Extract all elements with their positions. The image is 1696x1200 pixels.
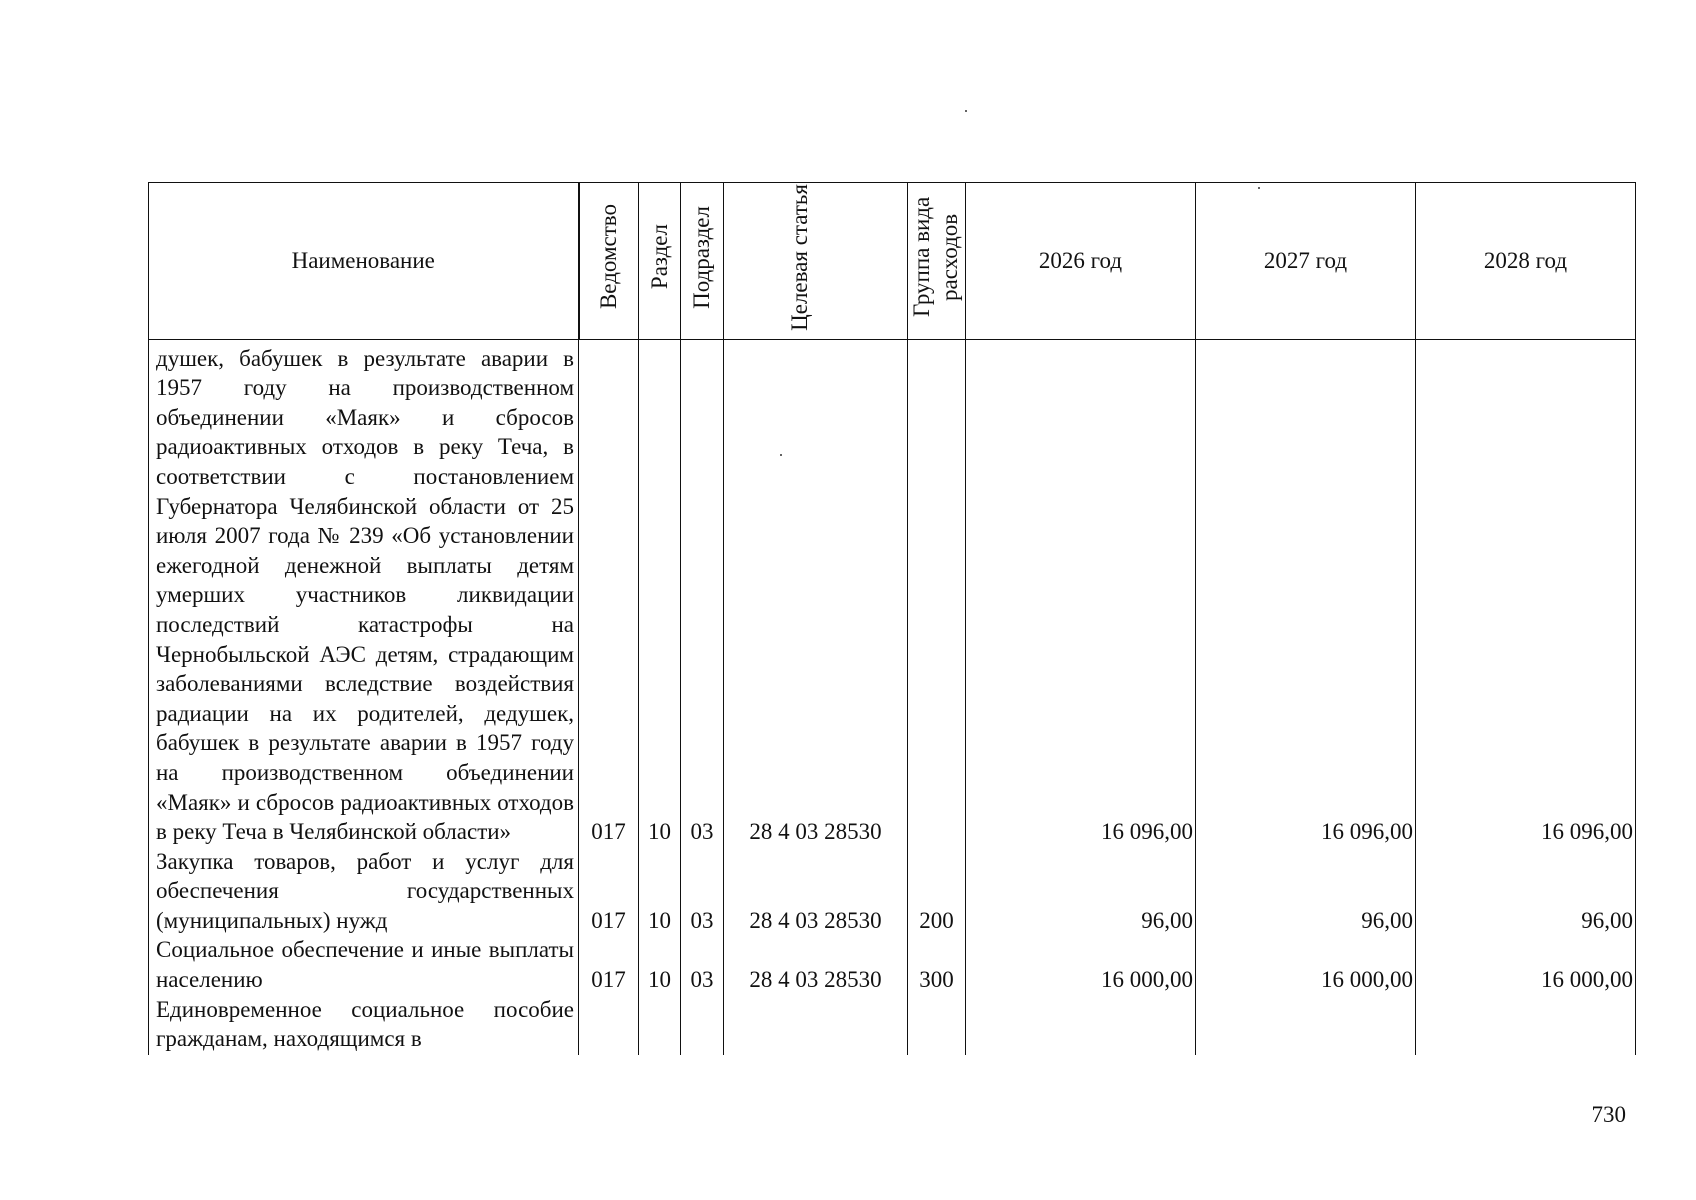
page-number: 730 bbox=[1591, 1102, 1626, 1127]
header-subsection: Подраздел bbox=[681, 183, 724, 340]
table-row bbox=[149, 339, 1636, 847]
row-amount-2028: 16 096,00 bbox=[1416, 339, 1636, 847]
row-subsection: 03 bbox=[681, 339, 724, 847]
header-expense-group: Группа вида расходов bbox=[908, 183, 966, 340]
row-target-article: 28 4 03 28530 bbox=[724, 935, 908, 994]
header-year-2028: 2028 год bbox=[1416, 183, 1636, 340]
row-target-article bbox=[724, 995, 908, 1055]
row-amount-2026: 16 000,00 bbox=[966, 935, 1196, 994]
row-target-article: 28 4 03 28530 bbox=[724, 847, 908, 936]
header-name: Наименование bbox=[149, 183, 579, 340]
row-amount-2027: 96,00 bbox=[1196, 847, 1416, 936]
row-name: душек, бабушек в результате аварии в 1957 году на производственном объединении «Маяк» и сбросов радиоактивных отходов в реку Теча, в соответствии с постановлением Губернатора Челябинской области от 25 июля 2007 года № 239 «Об установлении ежегодной денежной выплаты детям умерших участников ликвидации последствий катастрофы на Чернобыльской АЭС детям, страдающим заболеваниями вследствие воздействия радиации на их родителей, дедушек, бабушек в результате аварии в 1957 году на производственном объединении «Маяк» и сбросов радиоактивных отходов в реку Теча в Челябинской области» bbox=[149, 339, 579, 847]
row-expense-group: 300 bbox=[908, 935, 966, 994]
row-amount-2027: 16 000,00 bbox=[1196, 935, 1416, 994]
row-name: Закупка товаров, работ и услуг для обеспечения государственных (муниципальных) нужд bbox=[149, 847, 579, 936]
row-section: 10 bbox=[639, 935, 681, 994]
row-section bbox=[639, 995, 681, 1055]
row-amount-2028 bbox=[1416, 995, 1636, 1055]
row-amount-2028: 16 000,00 bbox=[1416, 935, 1636, 994]
table-header-row bbox=[149, 183, 1636, 340]
row-expense-group bbox=[908, 995, 966, 1055]
row-expense-group: 200 bbox=[908, 847, 966, 936]
table-row bbox=[149, 935, 1636, 994]
row-amount-2026: 96,00 bbox=[966, 847, 1196, 936]
row-name: Социальное обеспечение и иные выплаты населению bbox=[149, 935, 579, 994]
row-subsection: 03 bbox=[681, 935, 724, 994]
header-department: Ведомство bbox=[579, 183, 639, 340]
header-section: Раздел bbox=[639, 183, 681, 340]
row-expense-group bbox=[908, 339, 966, 847]
row-amount-2027 bbox=[1196, 995, 1416, 1055]
table-row bbox=[149, 847, 1636, 936]
row-subsection bbox=[681, 995, 724, 1055]
row-department: 017 bbox=[579, 339, 639, 847]
header-target-article: Целевая статья bbox=[724, 183, 908, 340]
row-subsection: 03 bbox=[681, 847, 724, 936]
header-year-2026: 2026 год bbox=[966, 183, 1196, 340]
row-department: 017 bbox=[579, 935, 639, 994]
row-amount-2026: 16 096,00 bbox=[966, 339, 1196, 847]
row-amount-2028: 96,00 bbox=[1416, 847, 1636, 936]
table-row bbox=[149, 995, 1636, 1055]
scan-speck bbox=[965, 110, 967, 112]
header-year-2027: 2027 год bbox=[1196, 183, 1416, 340]
row-section: 10 bbox=[639, 847, 681, 936]
row-department: 017 bbox=[579, 847, 639, 936]
budget-table bbox=[148, 182, 1636, 1055]
row-amount-2027: 16 096,00 bbox=[1196, 339, 1416, 847]
row-name: Единовременное социальное пособие гражданам, находящимся в bbox=[149, 995, 579, 1055]
row-amount-2026 bbox=[966, 995, 1196, 1055]
row-target-article: 28 4 03 28530 bbox=[724, 339, 908, 847]
row-section: 10 bbox=[639, 339, 681, 847]
row-department bbox=[579, 995, 639, 1055]
